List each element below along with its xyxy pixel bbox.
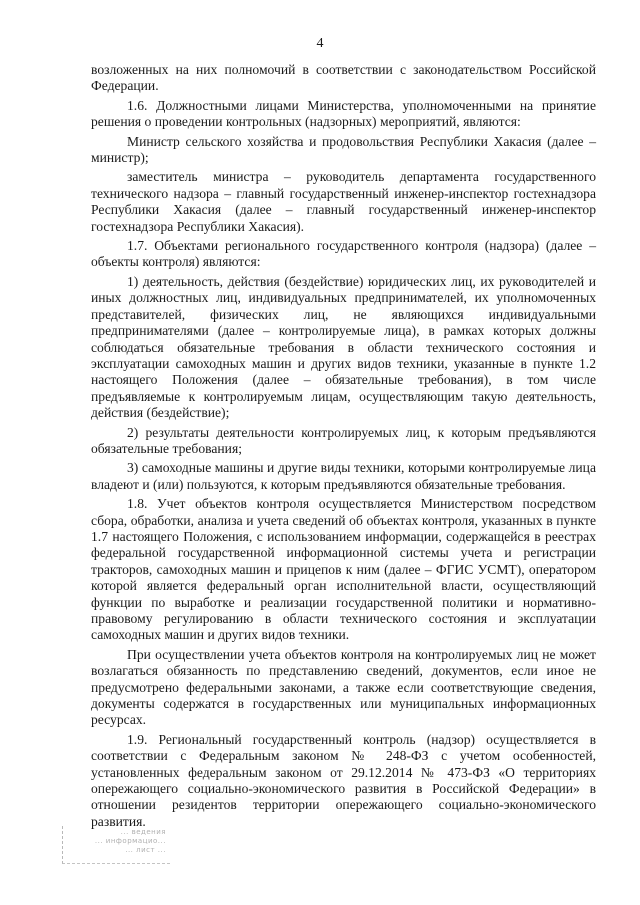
paragraph-continuation: возложенных на них полномочий в соответствии с законодательством Российской Федерации. [91,62,596,94]
paragraph-minister: Министр сельского хозяйства и продовольствия Республики Хакасия (далее – министр); [91,133,596,166]
paragraph-deputy-minister: заместитель министра – руководитель департамента государственного технического надзора – главный государственный инженер-инспектор гостехнадзора Республики Хакасия (далее – главный государственный инженер-инспектор гостехнадзора Республики Хакасия). [91,169,596,234]
stamp-line: ... лист ... [125,846,166,854]
paragraph-1-9: 1.9. Региональный государственный контроль (надзор) осуществляется в соответствии с Федеральным законом № 248-ФЗ с учетом особенностей, установленных федеральным законом от 29.12.2014 № 473-ФЗ «О территориях опережающего социально-экономического развития в Российской Федерации» в отношении резидентов территории опережающего социально-экономического развития. [91,731,596,829]
stamp-line: ... ведения [120,828,166,836]
paragraph-1-8-note: При осуществлении учета объектов контроля на контролируемых лиц не может возлагаться обязанность по представлению сведений, документов, если иное не предусмотрено федеральными законами, а также если соответствующие сведения, документы содержатся в государственных или муниципальных информационных ресурсах. [91,646,596,728]
paragraph-1-7-item-1: 1) деятельность, действия (бездействие) юридических лиц, их руководителей и иных должностных лиц, индивидуальных предпринимателей, их уполномоченных представителей, физических лиц, не являющихся индивидуальными предпринимателями (далее – контролируемые лица), в рамках которых должны соблюдаться обязательные требования в области технического состояния и эксплуатации самоходных машин и других видов техники, указанные в пункте 1.2 настоящего Положения (далее – обязательные требования), в том числе предъявляемые к контролируемым лицам, осуществляющим такую деятельность, действия (бездействие); [91,273,596,421]
paragraph-1-7: 1.7. Объектами регионального государственного контроля (надзора) (далее – объекты контроля) являются: [91,238,596,270]
paragraph-1-8: 1.8. Учет объектов контроля осуществляется Министерством посредством сбора, обработки, анализа и учета сведений об объектах контроля, указанных в пункте 1.7 настоящего Положения, с использованием информации, содержащейся в реестрах федеральной государственной информационной системы учета и регистрации тракторов, самоходных машин и прицепов к ним (далее – ФГИС УСМТ), оператором которой является федеральный орган исполнительной власти, осуществляющий функции по выработке и реализации государственной политики и нормативно-правовому регулированию в области технического состояния и эксплуатации самоходных машин и других видов техники. [91,496,596,643]
paragraph-1-6: 1.6. Должностными лицами Министерства, уполномоченными на принятие решения о проведении контрольных (надзорных) мероприятий, являются: [91,97,596,130]
paragraph-1-7-item-2: 2) результаты деятельности контролируемых лиц, к которым предъявляются обязательные требования; [91,424,596,456]
faded-stamp [62,826,170,864]
stamp-line: ... информацио... [94,837,166,845]
document-body [91,62,596,833]
paragraph-1-7-item-3: 3) самоходные машины и другие виды техники, которыми контролируемые лица владеют и (или) пользуются, к которым предъявляются обязательные требования. [91,460,596,492]
page-number: 4 [316,36,324,51]
